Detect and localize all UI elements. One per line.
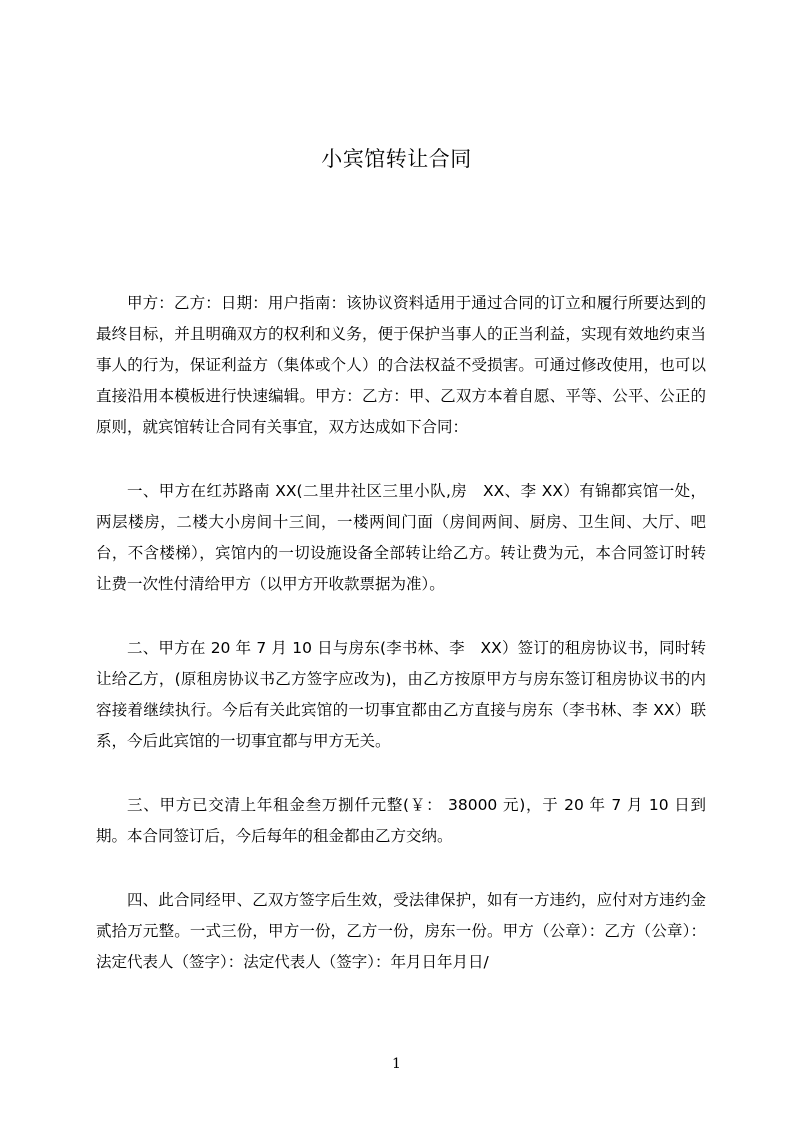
paragraph-clause-4: 四、此合同经甲、乙双方签字后生效，受法律保护，如有一方违约，应付对方违约金贰拾万元整。一式三份，甲方一份，乙方一份，房东一份。甲方（公章）：乙方（公章）：法定代表人（签字）：法定代表人（签字）：年月日年月日/ bbox=[96, 891, 706, 971]
paragraph-clause-1: 一、甲方在红苏路南 XX(二里井社区三里小队,房 XX、李 XX）有锦都宾馆一处，两层楼房，二楼大小房间十三间，一楼两间门面（房间两间、厨房、卫生间、大厅、吧台，不含楼梯），宾馆内的一切设施设备全部转让给乙方。转让费为元，本合同签订时转让费一次性付清给甲方（以甲方开收款票据为准）。 bbox=[96, 482, 706, 593]
paragraph-clause-3: 三、甲方已交清上年租金叁万捌仟元整(￥： 38000 元)，于 20 年 7 月 10 日到期。本合同签订后，今后每年的租金都由乙方交纳。 bbox=[96, 796, 706, 845]
document-body bbox=[96, 288, 706, 978]
paragraph-intro: 甲方：乙方：日期：用户指南：该协议资料适用于通过合同的订立和履行所要达到的最终目标，并且明确双方的权利和义务，便于保护当事人的正当利益，实现有效地约束当事人的行为，保证利益方（集体或个人）的合法权益不受损害。可通过修改使用，也可以直接沿用本模板进行快速编辑。甲方：乙方：甲、乙双方本着自愿、平等、公平、公正的原则，就宾馆转让合同有关事宜，双方达成如下合同： bbox=[96, 294, 706, 436]
document-title: 小宾馆转让合同 bbox=[321, 147, 472, 171]
page-number: 1 bbox=[392, 1056, 401, 1072]
paragraph-clause-2: 二、甲方在 20 年 7 月 10 日与房东(李书林、李 XX）签订的租房协议书，同时转让给乙方，(原租房协议书乙方签字应改为)，由乙方按原甲方与房东签订租房协议书的内容接着继续执行。今后有关此宾馆的一切事宜都由乙方直接与房东（李书林、李 XX）联系，今后此宾馆的一切事宜都与甲方无关。 bbox=[96, 639, 706, 750]
